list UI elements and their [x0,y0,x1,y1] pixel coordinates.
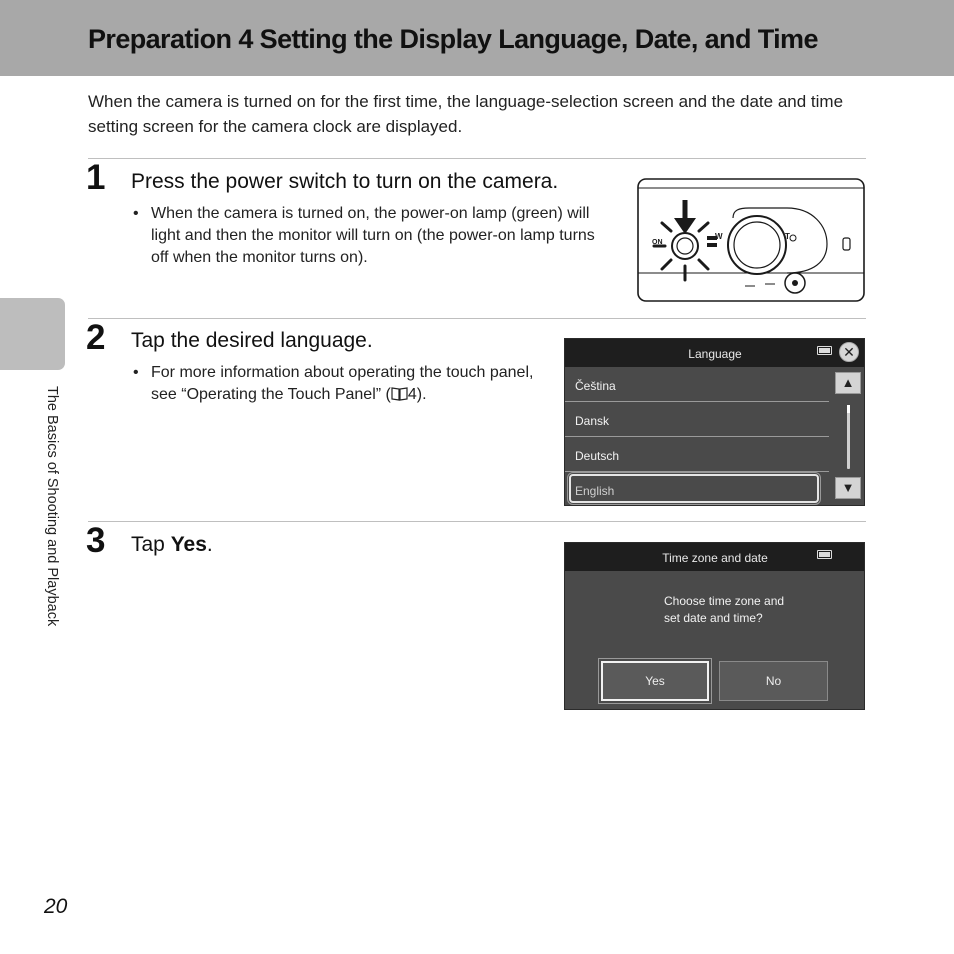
bullet-dot: • [133,205,139,222]
language-item-label: Deutsch [575,449,620,463]
language-screen-title: Language [688,347,742,361]
title-bar [0,0,954,76]
step-2-bullet-text-start: For more information about operating the touch panel, see “Operating the Touch Panel” ( [151,364,534,403]
language-item-label: Čeština [575,379,616,393]
no-button[interactable]: No [719,661,828,701]
timezone-screen [564,542,865,710]
step-1-heading: Press the power switch to turn on the camera. [131,170,559,193]
timezone-message-line: set date and time? [664,611,763,625]
divider [88,158,866,159]
step-2-bullet-text [151,362,543,406]
page-title: Preparation 4 Setting the Display Language, Date, and Time [88,24,818,54]
scroll-up-button[interactable] [835,372,861,394]
scrollbar[interactable] [847,405,850,469]
step-2-number: 2 [86,318,106,357]
timezone-screen-header [565,543,864,571]
triangle-down-icon: ▼ [841,480,855,495]
intro-paragraph: When the camera is turned on for the first time, the language-selection screen and the date and time setting screen for the camera clock are displayed. [88,92,844,136]
language-item[interactable] [565,403,829,437]
timezone-message [664,593,844,627]
language-item-selected[interactable] [569,474,819,503]
page-reference[interactable]: 4 [407,386,417,403]
divider [88,318,866,319]
zoom-w-label: W [715,232,723,241]
language-item-label: Dansk [575,414,610,428]
battery-icon [817,550,832,559]
step-3-heading-suffix: . [206,533,213,556]
on-label: ON [652,239,663,246]
language-screen-header [565,339,864,367]
step-1-number: 1 [86,158,106,197]
close-button[interactable] [839,342,859,362]
step-2-bullet-text-end: ). [416,386,427,403]
step-3-heading [131,533,213,557]
timezone-screen-title: Time zone and date [662,551,768,565]
battery-icon [817,346,832,355]
step-1-bullet-text: When the camera is turned on, the power-on lamp (green) will light and then the monitor will turn on (the power-on lamp turns off when the monitor turns on). [151,205,595,266]
step-2-heading: Tap the desired language. [131,329,373,352]
language-item-label: English [575,484,615,498]
language-screen [564,338,865,506]
language-item[interactable] [565,368,829,402]
scroll-down-button[interactable] [835,477,861,499]
timezone-message-line: Choose time zone and [664,594,785,608]
zoom-t-label: T [785,232,790,241]
page-number: 20 [44,895,68,918]
bullet-dot: • [133,364,139,381]
language-item[interactable] [565,438,829,472]
book-icon [391,386,408,401]
step-3-heading-prefix: Tap [131,533,171,556]
divider [88,521,866,522]
chapter-tab-label: The Basics of Shooting and Playback [44,386,60,627]
camera-top-illustration [637,178,865,302]
chapter-tab[interactable] [0,298,65,370]
close-icon: ✕ [843,344,855,360]
yes-button[interactable]: Yes [601,661,709,701]
step-3-heading-bold: Yes [170,533,207,556]
step-3-number: 3 [86,521,106,560]
triangle-up-icon: ▲ [841,375,855,390]
